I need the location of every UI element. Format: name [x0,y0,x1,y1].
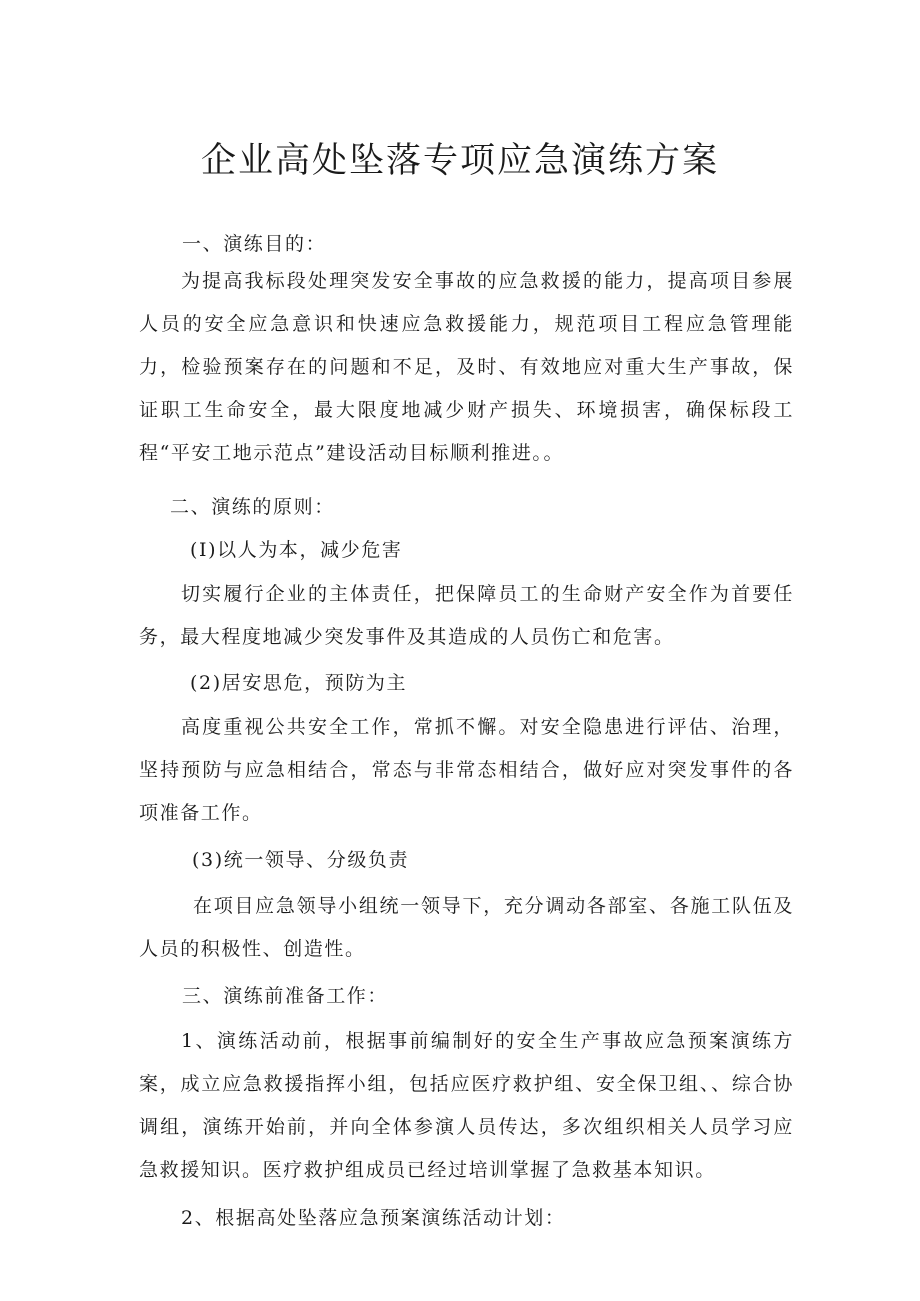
principle-3-heading: (3)统一领导、分级负责 [192,849,410,871]
section-1-heading: 一、演练目的： [182,233,327,255]
prep-item-1: 1、演练活动前，根据事前编制好的安全生产事故应急预案演练方案，成立应急救援指挥小组，包括应医疗救护组、安全保卫组、、综合协调组，演练开始前，并向全体参演人员传达，多次组织相关人员学习应急救援知识。医疗救护组成员已经过培训掌握了急救基本知识。 [139,1030,794,1181]
principle-1-body: 切实履行企业的主体责任，把保障员工的生命财产安全作为首要任务，最大程度地减少突发事件及其造成的人员伤亡和危害。 [139,583,794,648]
principle-2-heading: (2)居安思危，预防为主 [190,672,408,694]
section-1-body: 为提高我标段处理突发安全事故的应急救援的能力，提高项目参展人员的安全应急意识和快速应急救援能力，规范项目工程应急管理能力，检验预案存在的问题和不足，及时、有效地应对重大生产事故，保证职工生命安全，最大限度地减少财产损失、环境损害，确保标段工程“平安工地示范点”建设活动目标顺利推进。。 [139,270,794,464]
principle-2-body: 高度重视公共安全工作，常抓不懈。对安全隐患进行评估、治理，坚持预防与应急相结合，常态与非常态相结合，做好应对突发事件的各项准备工作。 [139,716,794,824]
prep-item-2: 2、根据高处坠落应急预案演练活动计划： [181,1207,566,1229]
section-2-heading: 二、演练的原则： [170,496,335,518]
principle-1-heading: (I)以人为本，减少危害 [190,539,403,561]
section-3-heading: 三、演练前准备工作： [182,985,389,1007]
principle-3-body: 在项目应急领导小组统一领导下，充分调动各部室、各施工队伍及人员的积极性、创造性。 [139,895,794,960]
document-title: 企业高处坠落专项应急演练方案 [200,141,719,181]
